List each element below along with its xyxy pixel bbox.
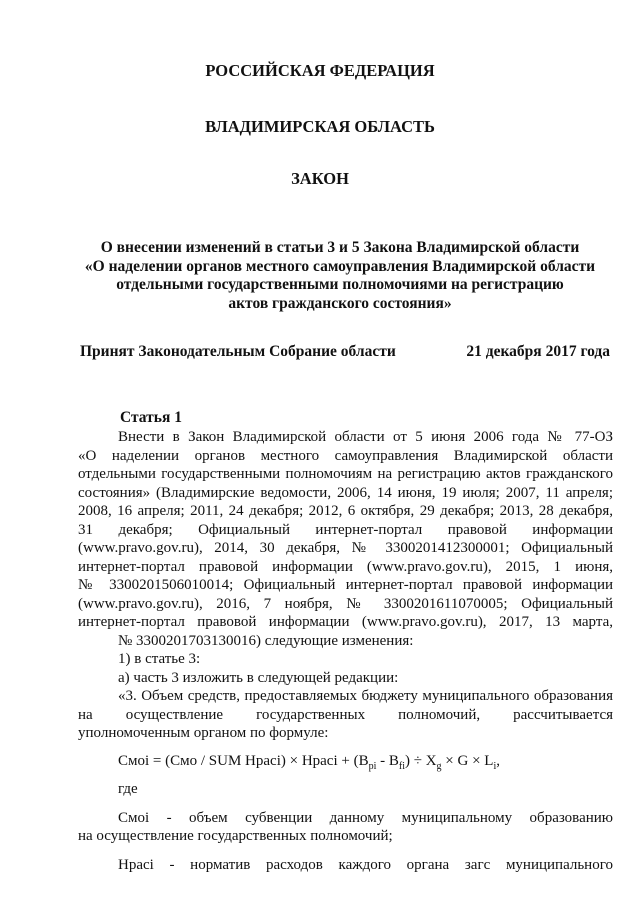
formula-subscript: fi: [398, 760, 405, 772]
intro-line: № 3300201506010014; Официальный интернет-портал правовой информации: [78, 577, 613, 593]
item-1: 1) в статье 3:: [118, 651, 201, 667]
country-heading: РОССИЙСКАЯ ФЕДЕРАЦИЯ: [205, 61, 435, 80]
intro-line: отдельными государственными полномочиям на регистрацию актов гражданского: [78, 466, 613, 482]
subject-line: отдельными государственными полномочиями на регистрацию: [116, 276, 564, 293]
region-heading: ВЛАДИМИРСКАЯ ОБЛАСТЬ: [205, 117, 435, 136]
adopted-by-label: Принят Законодательным Собрание области: [80, 343, 396, 360]
article-heading: Статья 1: [120, 409, 182, 426]
formula-subscript: i: [493, 760, 497, 772]
intro-line: 31 декабря; Официальный интернет-портал правовой информации: [78, 521, 613, 538]
subvention-formula: [78, 752, 613, 771]
formula-part: × G × L: [441, 752, 494, 769]
definition-nrasi-line: Нрасі - норматив расходов каждого органа загс муниципального: [118, 856, 613, 873]
formula-subscript: g: [436, 760, 442, 772]
intro-paragraph: [78, 428, 613, 632]
intro-line: (www.pravo.gov.ru), 2016, 7 ноября, № 3300201611070005; Официальный: [78, 595, 613, 612]
formula-subscript: pi: [368, 760, 377, 772]
formula-part: ) ÷ X: [404, 752, 437, 769]
part3-line: на осуществление государственных полномочий, рассчитывается: [78, 706, 613, 723]
intro-line: «О наделении органов местного самоуправления Владимирской области: [78, 447, 613, 464]
law-subject-title: [60, 239, 620, 313]
formula-part: ,: [496, 752, 500, 769]
document-type-heading: ЗАКОН: [291, 169, 349, 188]
subject-line: О внесении изменений в статьи 3 и 5 Закона Владимирской области: [100, 239, 580, 256]
intro-line: интернет-портал правовой информации (www.pravo.gov.ru), 2015, 1 июня,: [78, 558, 613, 575]
formula-part: - В: [376, 752, 399, 769]
part3-last-line: уполномоченным органом по формуле:: [78, 725, 329, 741]
definition-smoi-last-line: на осуществление государственных полномочий;: [78, 828, 393, 844]
adoption-line: [80, 343, 610, 361]
where-label: где: [118, 781, 138, 797]
article-body: [78, 428, 613, 874]
intro-last-line: № 3300201703130016) следующие изменения:: [118, 632, 414, 649]
intro-line: интернет-портал правовой информации (www.pravo.gov.ru), 2017, 13 марта,: [78, 614, 613, 630]
intro-line: состояния» (Владимирские ведомости, 2006, 14 июня, 19 июля; 2007, 11 апреля;: [78, 484, 613, 501]
item-a: а) часть 3 изложить в следующей редакции:: [118, 669, 399, 686]
subject-line: «О наделении органов местного самоуправления Владимирской области: [84, 257, 596, 275]
intro-line: 2008, 16 апреля; 2011, 24 декабря; 2012, 6 октября, 29 декабря; 2013, 28 декабря,: [78, 503, 613, 519]
intro-line: Внести в Закон Владимирской области от 5 июня 2006 года № 77-ОЗ: [118, 429, 613, 445]
subject-line: актов гражданского состояния»: [228, 294, 452, 312]
intro-line: (www.pravo.gov.ru), 2014, 30 декабря, № 3300201412300001; Официальный: [78, 540, 613, 556]
adoption-date: 21 декабря 2017 года: [466, 343, 610, 360]
part3-line: «3. Объем средств, предоставляемых бюджету муниципального образования: [118, 688, 613, 704]
definition-smoi-line: Смоі - объем субвенции данному муниципальному образованию: [118, 809, 613, 826]
formula-part: Смоі = (Смо / SUM Нрасі) × Нрасі + (В: [118, 752, 369, 769]
